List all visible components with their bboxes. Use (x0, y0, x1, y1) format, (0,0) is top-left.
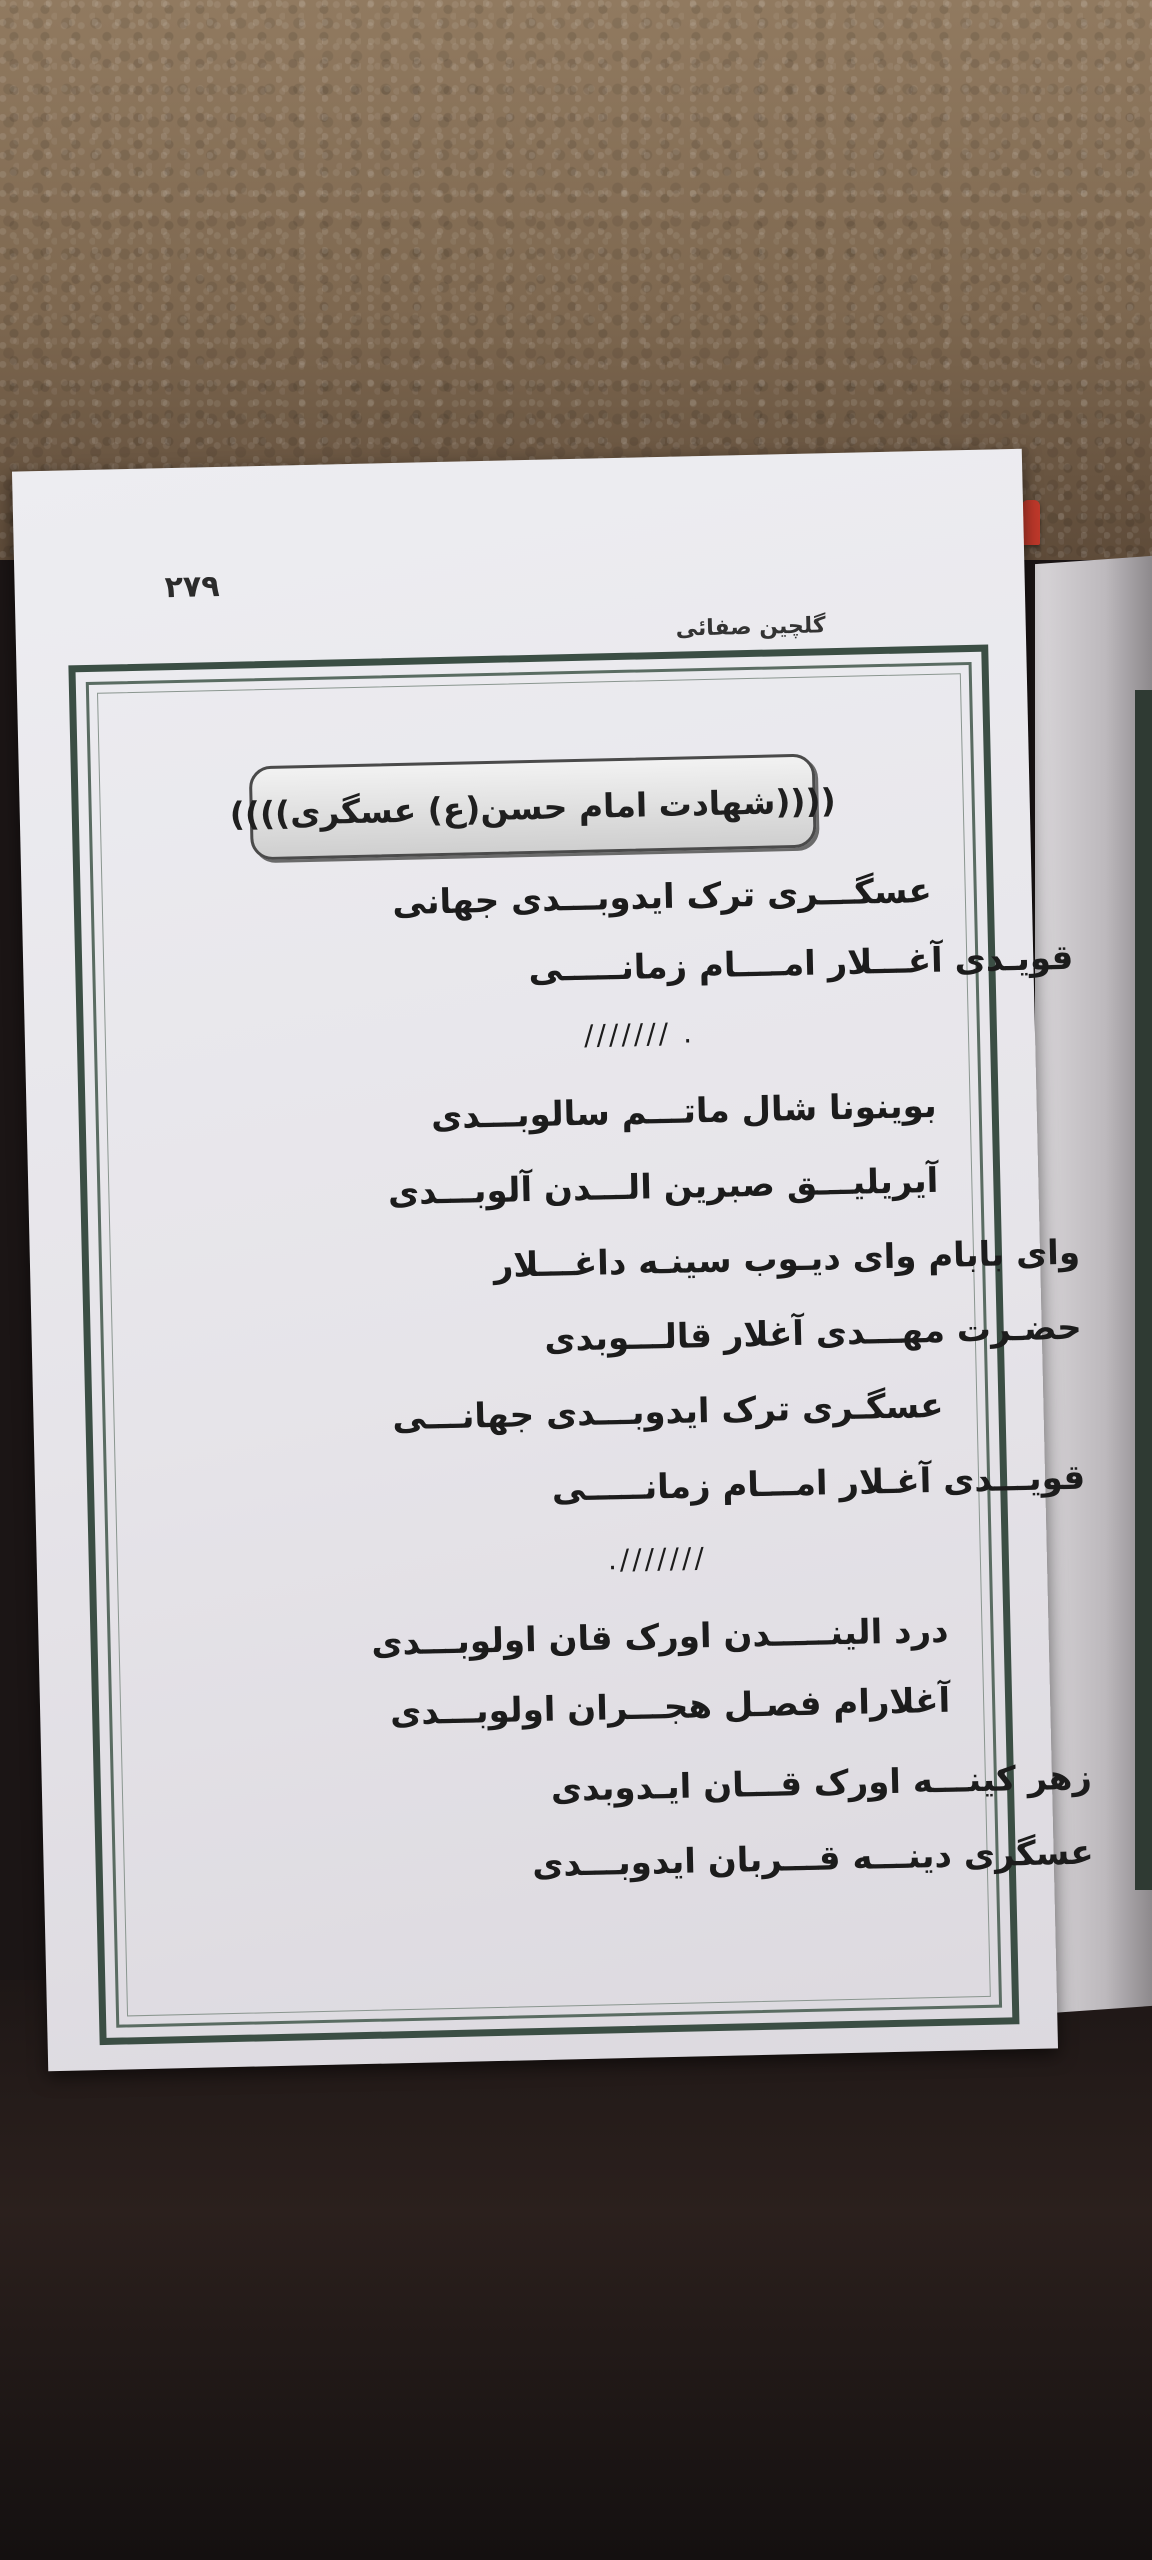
poem-line-9: درد الینـــــدن اورک قان اولوبـــدی (370, 1610, 949, 1664)
poem-line-3: بوینونا شال ماتـــم سالوبـــدی (430, 1085, 938, 1138)
poem-line-11: زهر کینـــه اورک قـــان ایـدوبدی (550, 1757, 1093, 1810)
poem-line-4: آیریلیـــق صبرین الـــدن آلوبـــدی (387, 1160, 939, 1214)
poem-line-1: عسگـــری ترک ایدوبـــدی جهانی (391, 870, 933, 924)
poem-separator-2: ///////. (607, 1541, 708, 1577)
page-number: ۲۷۹ (164, 568, 220, 606)
poem-line-5: وای بابام وای دیـوب سینـه داغـــلار (493, 1232, 1081, 1286)
running-header-title: گلچین صفائی (675, 613, 826, 642)
poem-line-6: حضـرت مهـــدی آغلار قالـــوبدی (543, 1307, 1083, 1360)
poem-title: ((((شهادت امام حسن(ع) عسگری)))) (229, 780, 837, 834)
poem-line-10: آغلارام فصـل هجـــران اولوبـــدی (389, 1680, 951, 1734)
bookmark-ribbon (1022, 500, 1040, 545)
poem-line-2: قویـدی آغـــلار امــــام زمانـــــی (528, 937, 1074, 991)
poem-line-12: عسگری دینـــه قـــربان ایدوبـــدی (531, 1832, 1095, 1886)
book-page (12, 449, 1095, 2072)
poem-separator-1: . /////// (583, 1016, 696, 1052)
poem-line-8: قویـــدی آغـلار امـــام زمانـــــی (551, 1457, 1086, 1510)
title-box (229, 754, 837, 861)
poem-line-7: عسگـری ترک ایدوبـــدی جهانـــی (391, 1385, 944, 1439)
facing-page-border (1135, 690, 1152, 1890)
